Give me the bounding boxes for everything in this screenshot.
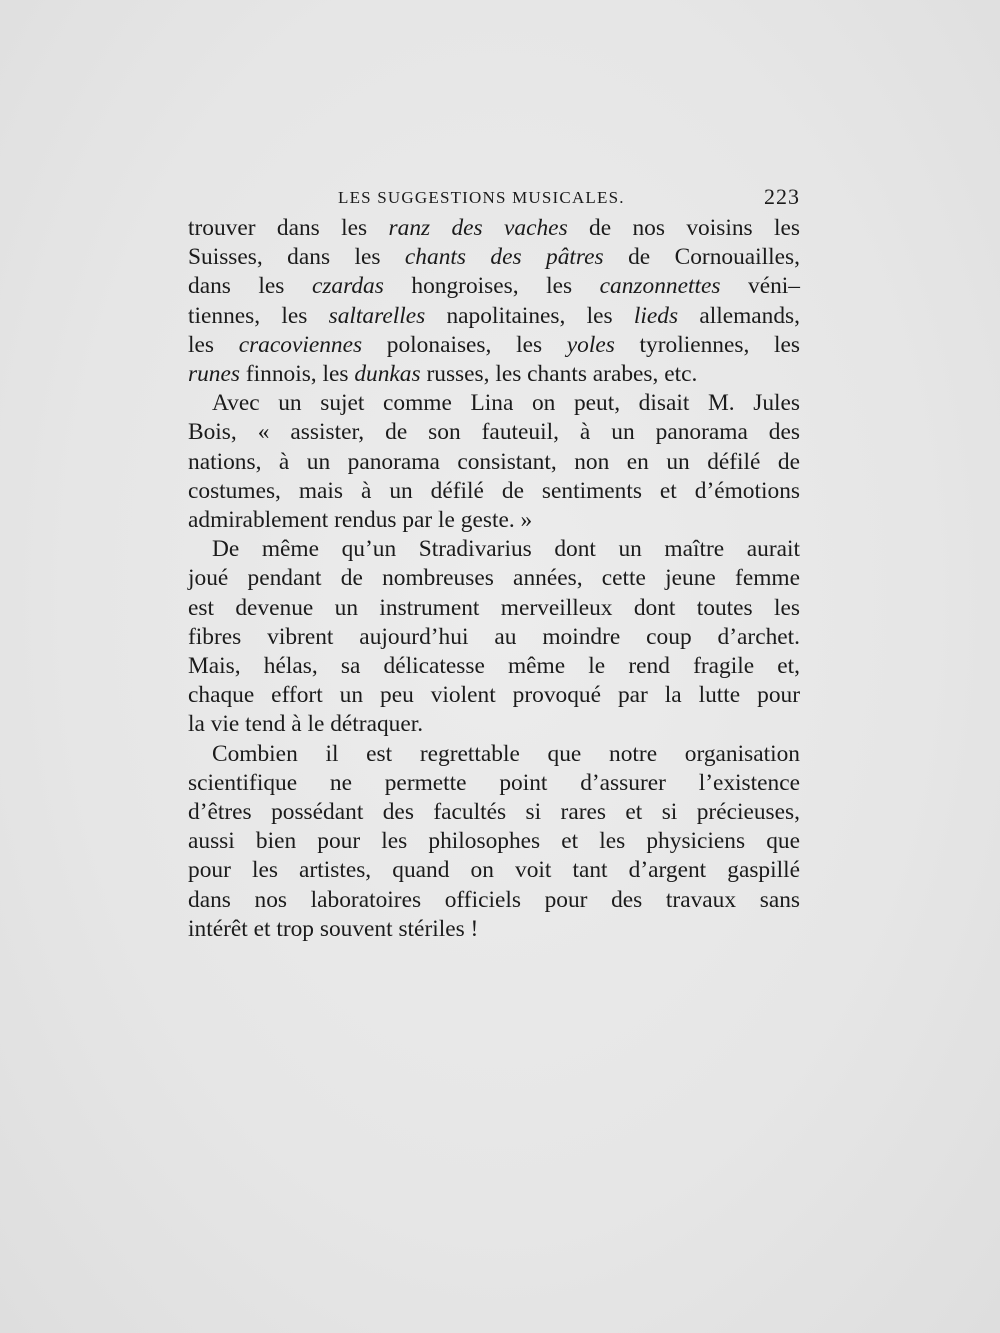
text-line bbox=[188, 448, 800, 477]
text-segment: de nos voisins les bbox=[567, 215, 800, 241]
text-line bbox=[188, 564, 800, 593]
text-line bbox=[188, 477, 800, 506]
text-segment: polonaises, les bbox=[362, 331, 567, 358]
text-segment: nations, à un panorama consistant, non en un défilé de bbox=[188, 448, 800, 475]
text-line bbox=[188, 331, 800, 360]
text-segment: allemands, bbox=[678, 302, 801, 329]
text-line bbox=[188, 740, 800, 769]
text-segment: finnois, les bbox=[239, 361, 355, 388]
italic-term: saltarelles bbox=[328, 302, 426, 329]
text-segment: russes, les chants arabes, etc. bbox=[420, 361, 698, 388]
page-number: 223 bbox=[764, 184, 800, 209]
text-segment: Suisses, dans les bbox=[188, 244, 405, 271]
italic-term: ranz des vaches bbox=[388, 215, 568, 241]
italic-term: canzonnettes bbox=[599, 273, 721, 300]
running-head bbox=[188, 184, 800, 214]
text-line bbox=[188, 506, 800, 535]
text-line bbox=[188, 856, 800, 885]
text-line bbox=[188, 418, 800, 447]
text-line bbox=[188, 272, 800, 301]
text-segment: véni– bbox=[720, 273, 800, 300]
running-title: LES SUGGESTIONS MUSICALES. bbox=[338, 188, 625, 207]
text-line bbox=[188, 886, 800, 915]
text-segment: dans nos laboratoires officiels pour des travaux sans bbox=[188, 886, 800, 913]
text-segment: Combien il est regrettable que notre organisation bbox=[212, 740, 800, 767]
italic-term: cracoviennes bbox=[238, 331, 363, 358]
text-line bbox=[188, 681, 800, 710]
paragraph bbox=[188, 214, 800, 389]
text-segment: De même qu’un Stradivarius dont un maître aurait bbox=[212, 536, 800, 563]
text-segment: est devenue un instrument merveilleux dont toutes les bbox=[188, 594, 800, 621]
text-segment: intérêt et trop souvent stériles ! bbox=[188, 915, 479, 942]
text-line bbox=[188, 827, 800, 856]
text-segment: scientifique ne permette point d’assurer l’existence bbox=[188, 769, 800, 796]
italic-term: dunkas bbox=[354, 361, 421, 388]
text-segment: costumes, mais à un défilé de sentiments et d’émotions bbox=[188, 477, 800, 504]
text-segment: trouver dans les bbox=[188, 215, 389, 241]
text-line bbox=[188, 214, 800, 243]
italic-term: runes bbox=[188, 361, 240, 388]
text-segment: napolitaines, les bbox=[425, 302, 634, 329]
text-segment: chaque effort un peu violent provoqué par la lutte pour bbox=[188, 682, 800, 709]
text-segment: les bbox=[188, 331, 239, 358]
text-line bbox=[188, 623, 800, 652]
text-line bbox=[188, 915, 800, 944]
text-segment: joué pendant de nombreuses années, cette jeune femme bbox=[188, 565, 800, 592]
text-line bbox=[188, 769, 800, 798]
text-segment: Bois, « assister, de son fauteuil, à un panorama des bbox=[188, 419, 800, 446]
text-segment: tiennes, les bbox=[188, 302, 329, 329]
italic-term: lieds bbox=[633, 302, 679, 329]
body-text bbox=[188, 214, 800, 944]
text-segment: admirablement rendus par le geste. » bbox=[188, 507, 533, 534]
text-segment: hongroises, les bbox=[383, 273, 600, 300]
text-line bbox=[188, 389, 800, 418]
text-line bbox=[188, 302, 800, 331]
text-line bbox=[188, 243, 800, 272]
paragraph bbox=[188, 740, 800, 944]
italic-term: czardas bbox=[311, 273, 384, 300]
text-segment: pour les artistes, quand on voit tant d’argent gaspillé bbox=[188, 857, 800, 884]
text-line bbox=[188, 594, 800, 623]
text-segment: tyroliennes, les bbox=[614, 331, 800, 358]
text-line bbox=[188, 535, 800, 564]
text-segment: Avec un sujet comme Lina on peut, disait M. Jules bbox=[212, 390, 800, 417]
text-line bbox=[188, 360, 800, 389]
text-line bbox=[188, 710, 800, 739]
text-line bbox=[188, 798, 800, 827]
paragraph bbox=[188, 389, 800, 535]
text-segment: fibres vibrent aujourd’hui au moindre coup d’archet. bbox=[188, 623, 800, 650]
italic-term: chants des pâtres bbox=[404, 244, 604, 271]
text-segment: d’êtres possédant des facultés si rares et si précieuses, bbox=[188, 799, 800, 826]
text-line bbox=[188, 652, 800, 681]
text-segment: dans les bbox=[188, 273, 312, 300]
paragraph bbox=[188, 535, 800, 739]
text-segment: Mais, hélas, sa délicatesse même le rend fragile et, bbox=[188, 653, 800, 680]
italic-term: yoles bbox=[566, 331, 615, 358]
text-segment: de Cornouailles, bbox=[603, 244, 800, 271]
text-segment: aussi bien pour les philosophes et les physiciens que bbox=[188, 828, 800, 855]
text-segment: la vie tend à le détraquer. bbox=[188, 711, 424, 738]
